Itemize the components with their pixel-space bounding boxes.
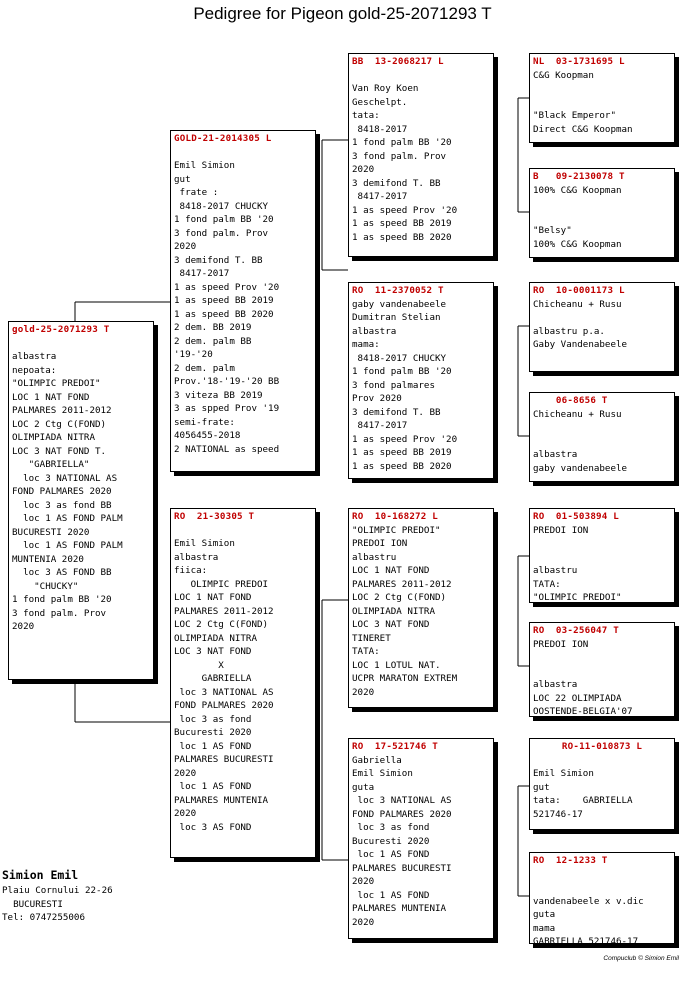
note-line: albastra	[352, 325, 397, 337]
ring-number: RO-11-010873 L	[561, 741, 643, 752]
ring-number: B 09-2130078 T	[533, 171, 625, 182]
note-line: vandenabeele x v.dic	[533, 895, 644, 907]
ring-number: RO 21-30305 T	[174, 511, 255, 522]
ring-number: RO 01-503894 L	[533, 511, 619, 522]
note-line: 1 as speed BB 2020	[352, 231, 452, 243]
pigeon-notes	[174, 524, 312, 835]
note-line: 1 as speed BB 2020	[352, 460, 452, 472]
owner-address-line2: BUCURESTI	[2, 898, 63, 910]
ring-number: RO 11-2370052 T	[352, 285, 444, 296]
note-line: 2020	[12, 621, 35, 632]
note-line: 2020	[352, 686, 375, 698]
pigeon-card-ggp-6	[529, 622, 675, 717]
note-line: frate :	[174, 187, 219, 198]
note-line	[174, 524, 312, 538]
note-line: 1 as speed Prov '20	[352, 204, 458, 216]
note-line: albastra	[533, 679, 578, 690]
note-line: Emil Simion	[533, 768, 594, 779]
note-line: 2 dem. palm BB	[174, 335, 252, 347]
note-line: PALMARES 2011-2012	[352, 578, 452, 590]
pigeon-card-dam-sire	[348, 508, 494, 708]
note-line: 521746-17	[533, 808, 583, 820]
note-line: PALMARES 2011-2012	[174, 605, 274, 617]
note-line: 1 as speed BB 2019	[352, 218, 452, 229]
note-line: PALMARES BUCURESTI	[352, 862, 452, 874]
pigeon-card-ggp-4	[529, 392, 675, 482]
note-line: Emil Simion	[174, 160, 235, 171]
note-line: FOND PALMARES 2020	[352, 808, 452, 820]
pigeon-card-ggp-5	[529, 508, 675, 603]
note-line: "OLIMPIC PREDOI"	[352, 524, 441, 536]
note-line: loc 3 as fond BB	[12, 499, 112, 511]
note-line: PALMARES MUNTENIA	[174, 794, 269, 806]
note-line: 1 as speed Prov '20	[352, 433, 458, 445]
ring-number: RO 12-1233 T	[533, 855, 608, 866]
note-line: loc 3 NATIONAL AS	[174, 686, 274, 698]
note-line	[533, 197, 671, 211]
note-line: semi-frate:	[174, 416, 235, 428]
note-line: gut	[174, 173, 191, 185]
note-line: 8417-2017	[352, 191, 408, 202]
note-line: TATA:	[352, 646, 380, 657]
note-line: Gabriella	[352, 754, 402, 766]
note-line: Chicheanu + Rusu	[533, 298, 622, 310]
note-line: LOC 3 NAT FOND	[352, 619, 430, 630]
note-line: loc 1 AS FOND PALM	[12, 513, 123, 524]
note-line: 8417-2017	[174, 268, 230, 279]
ring-number: NL 03-1731695 L	[533, 56, 625, 67]
note-line: loc 3 AS FOND	[174, 821, 252, 833]
pigeon-card-ggp-1	[529, 53, 675, 143]
note-line: "GABRIELLA"	[12, 459, 90, 470]
ring-number: GOLD-21-2014305 L	[174, 133, 272, 144]
note-line: OLIMPIADA NITRA	[174, 632, 257, 644]
note-line: 3 fond palm. Prov	[12, 607, 107, 619]
note-line: Emil Simion	[174, 538, 235, 549]
note-line: loc 1 AS FOND	[352, 889, 430, 901]
note-line: "CHUCKY"	[12, 580, 79, 592]
note-line: 1 as speed BB 2020	[174, 308, 274, 320]
note-line: X	[174, 659, 224, 671]
note-line: 3 fond palmares	[352, 379, 435, 391]
pigeon-card-sire-sire	[348, 53, 494, 257]
note-line: 3 as spped Prov '19	[174, 403, 280, 414]
note-line: TINERET	[352, 632, 391, 644]
pigeon-card-ggp-2	[529, 168, 675, 258]
note-line: 3 viteza BB 2019	[174, 389, 263, 401]
note-line: "Belsy"	[533, 225, 572, 236]
note-line: nepoata:	[12, 364, 57, 376]
pigeon-notes	[533, 868, 671, 945]
note-line: gaby vandenabeele	[352, 298, 447, 310]
pigeon-notes	[533, 638, 671, 718]
note-line	[12, 337, 150, 351]
note-line	[533, 311, 671, 325]
note-line: LOC 3 NAT FOND T.	[12, 445, 107, 457]
note-line: 8418-2017 CHUCKY	[352, 352, 447, 364]
pigeon-notes	[352, 298, 490, 474]
note-line	[533, 754, 671, 768]
pigeon-notes	[533, 184, 671, 252]
ring-number: RO 17-521746 T	[352, 741, 438, 752]
note-line: loc 1 AS FOND	[352, 849, 430, 860]
note-line: mama:	[352, 339, 380, 350]
note-line: 4056455-2018	[174, 430, 241, 441]
note-line	[533, 881, 671, 895]
note-line: albastra	[174, 551, 219, 563]
note-line: PALMARES BUCURESTI	[174, 754, 274, 765]
note-line: LOC 2 Ctg C(FOND)	[174, 619, 269, 630]
note-line: LOC 1 LOTUL NAT.	[352, 659, 441, 671]
pigeon-notes	[352, 754, 490, 930]
note-line: Prov.'18-'19-'20 BB	[174, 376, 280, 387]
note-line	[533, 82, 671, 96]
note-line: 2020	[352, 916, 375, 928]
note-line: 2020	[174, 241, 197, 252]
note-line: guta	[533, 909, 556, 920]
note-line: 100% C&G Koopman	[533, 184, 622, 196]
note-line: PREDOI ION	[352, 538, 408, 549]
note-line: PREDOI ION	[533, 524, 589, 536]
ring-number: RO 10-0001173 L	[533, 285, 625, 296]
note-line: BUCURESTI 2020	[12, 526, 90, 538]
note-line: 3 fond palm. Prov	[174, 227, 269, 239]
note-line: 8418-2017 CHUCKY	[174, 200, 269, 212]
owner-info	[2, 868, 113, 925]
note-line: OLIMPIADA NITRA	[352, 605, 435, 617]
note-line: Bucuresti 2020	[352, 835, 430, 847]
note-line: 8417-2017	[352, 420, 408, 431]
note-line: albastru	[352, 551, 397, 563]
note-line: albastru	[533, 565, 578, 576]
note-line: LOC 2 Ctg C(FOND)	[352, 592, 447, 603]
note-line: loc 3 AS FOND BB	[12, 567, 112, 578]
note-line: albastru p.a.	[533, 325, 605, 337]
note-line: Gaby Vandenabeele	[533, 339, 628, 350]
owner-phone: Tel: 0747255006	[2, 912, 85, 923]
note-line: Direct C&G Koopman	[533, 123, 633, 135]
note-line: LOC 1 NAT FOND	[174, 592, 252, 603]
note-line: 1 as speed BB 2019	[352, 447, 452, 458]
pigeon-card-ggp-7	[529, 738, 675, 830]
note-line	[533, 421, 671, 435]
owner-name: Simion Emil	[2, 868, 79, 882]
note-line: 3 fond palm. Prov	[352, 150, 447, 162]
note-line: GABRIELLA	[174, 673, 252, 684]
pigeon-notes	[533, 298, 671, 352]
note-line: 3 demifond T. BB	[174, 254, 263, 266]
pigeon-notes	[352, 69, 490, 245]
note-line: gaby vandenabeele	[533, 462, 628, 474]
footer-credit: Compuclub © Simion Emil	[603, 955, 679, 962]
note-line: loc 3 NATIONAL AS	[352, 795, 452, 806]
note-line: LOC 3 NAT FOND	[174, 646, 252, 657]
note-line: mama	[533, 922, 556, 934]
note-line: LOC 1 NAT FOND	[352, 565, 430, 576]
note-line	[533, 211, 671, 225]
note-line: Emil Simion	[352, 768, 413, 779]
pigeon-card-sire	[170, 130, 316, 472]
note-line: Geschelpt.	[352, 96, 408, 108]
note-line: 1 as speed BB 2019	[174, 295, 274, 306]
note-line: albastra	[12, 351, 57, 362]
note-line: 2020	[174, 767, 197, 779]
pigeon-card-ggp-3	[529, 282, 675, 372]
note-line: 1 fond palm BB '20	[174, 214, 274, 225]
note-line: UCPR MARATON EXTREM	[352, 673, 458, 684]
note-line	[533, 537, 671, 551]
pigeon-notes	[352, 524, 490, 700]
note-line: loc 1 AS FOND	[174, 740, 252, 752]
ring-number: BB 13-2068217 L	[352, 56, 444, 67]
ring-number: 06-8656 T	[533, 395, 608, 406]
note-line	[533, 868, 671, 882]
note-line: TATA:	[533, 578, 561, 590]
note-line: C&G Koopman	[533, 69, 594, 81]
ring-number: RO 10-168272 L	[352, 511, 438, 522]
note-line: 2020	[174, 808, 197, 819]
pigeon-notes	[533, 524, 671, 604]
note-line: PALMARES 2011-2012	[12, 405, 112, 416]
note-line	[533, 665, 671, 679]
note-line: LOC 22 OLIMPIADA	[533, 692, 622, 704]
note-line: 1 fond palm BB '20	[352, 366, 452, 377]
note-line: "OLIMPIC PREDOI"	[533, 592, 622, 603]
note-line: LOC 2 Ctg C(FOND)	[12, 418, 107, 430]
ring-number: RO 03-256047 T	[533, 625, 619, 636]
note-line: Prov 2020	[352, 393, 402, 404]
note-line: Van Roy Koen	[352, 83, 419, 94]
note-line: 8418-2017	[352, 123, 408, 135]
note-line: loc 1 AS FOND PALM	[12, 540, 123, 551]
note-line: FOND PALMARES 2020	[174, 700, 274, 711]
note-line: 2020	[352, 876, 375, 887]
note-line: '19-'20	[174, 349, 213, 360]
note-line: guta	[352, 781, 375, 793]
note-line	[533, 651, 671, 665]
note-line: 2 dem. BB 2019	[174, 322, 252, 333]
note-line: "OLIMPIC PREDOI"	[12, 378, 101, 389]
owner-address-line1: Plaiu Cornului 22-26	[2, 885, 113, 896]
note-line: gut	[533, 781, 550, 793]
note-line: 3 demifond T. BB	[352, 406, 441, 418]
note-line: PALMARES MUNTENIA	[352, 903, 447, 914]
note-line: Chicheanu + Rusu	[533, 408, 622, 420]
note-line: OLIMPIADA NITRA	[12, 432, 95, 443]
pigeon-card-subject	[8, 321, 154, 680]
pigeon-card-ggp-8	[529, 852, 675, 944]
note-line: MUNTENIA 2020	[12, 553, 84, 565]
note-line	[352, 69, 490, 83]
ring-number: gold-25-2071293 T	[12, 324, 110, 335]
pigeon-card-dam	[170, 508, 316, 858]
note-line	[174, 146, 312, 160]
pigeon-notes	[533, 754, 671, 822]
note-line: LOC 1 NAT FOND	[12, 391, 90, 403]
note-line	[533, 96, 671, 110]
pigeon-notes	[12, 337, 150, 634]
note-line: 1 fond palm BB '20	[12, 594, 112, 605]
note-line: albastra	[533, 449, 578, 460]
note-line: 2 dem. palm	[174, 362, 235, 374]
note-line: loc 3 NATIONAL AS	[12, 472, 118, 484]
note-line: GABRIELLA 521746-17	[533, 936, 639, 944]
note-line: loc 3 as fond	[352, 822, 430, 833]
page-title: Pedigree for Pigeon gold-25-2071293 T	[193, 4, 492, 23]
note-line: OLIMPIC PREDOI	[174, 578, 269, 590]
note-line: 2020	[352, 164, 375, 175]
note-line: OOSTENDE-BELGIA'07	[533, 706, 633, 717]
note-line: fiica:	[174, 565, 208, 576]
note-line	[533, 551, 671, 565]
note-line: PREDOI ION	[533, 638, 589, 650]
note-line: Dumitran Stelian	[352, 312, 441, 323]
note-line: 1 as speed Prov '20	[174, 281, 280, 293]
note-line: loc 3 as fond	[174, 713, 252, 725]
note-line: 100% C&G Koopman	[533, 238, 622, 250]
pigeon-card-dam-dam	[348, 738, 494, 939]
note-line: Bucuresti 2020	[174, 727, 252, 738]
note-line: tata:	[352, 110, 380, 121]
note-line: "Black Emperor"	[533, 110, 616, 121]
note-line: FOND PALMARES 2020	[12, 486, 112, 497]
note-line: tata: GABRIELLA	[533, 795, 633, 806]
note-line	[533, 435, 671, 449]
pigeon-notes	[174, 146, 312, 457]
pigeon-card-sire-dam	[348, 282, 494, 479]
note-line: 2 NATIONAL as speed	[174, 443, 280, 455]
note-line: loc 1 AS FOND	[174, 781, 252, 792]
pigeon-notes	[533, 408, 671, 476]
note-line: 1 fond palm BB '20	[352, 137, 452, 148]
pigeon-notes	[533, 69, 671, 137]
note-line: 3 demifond T. BB	[352, 177, 441, 189]
